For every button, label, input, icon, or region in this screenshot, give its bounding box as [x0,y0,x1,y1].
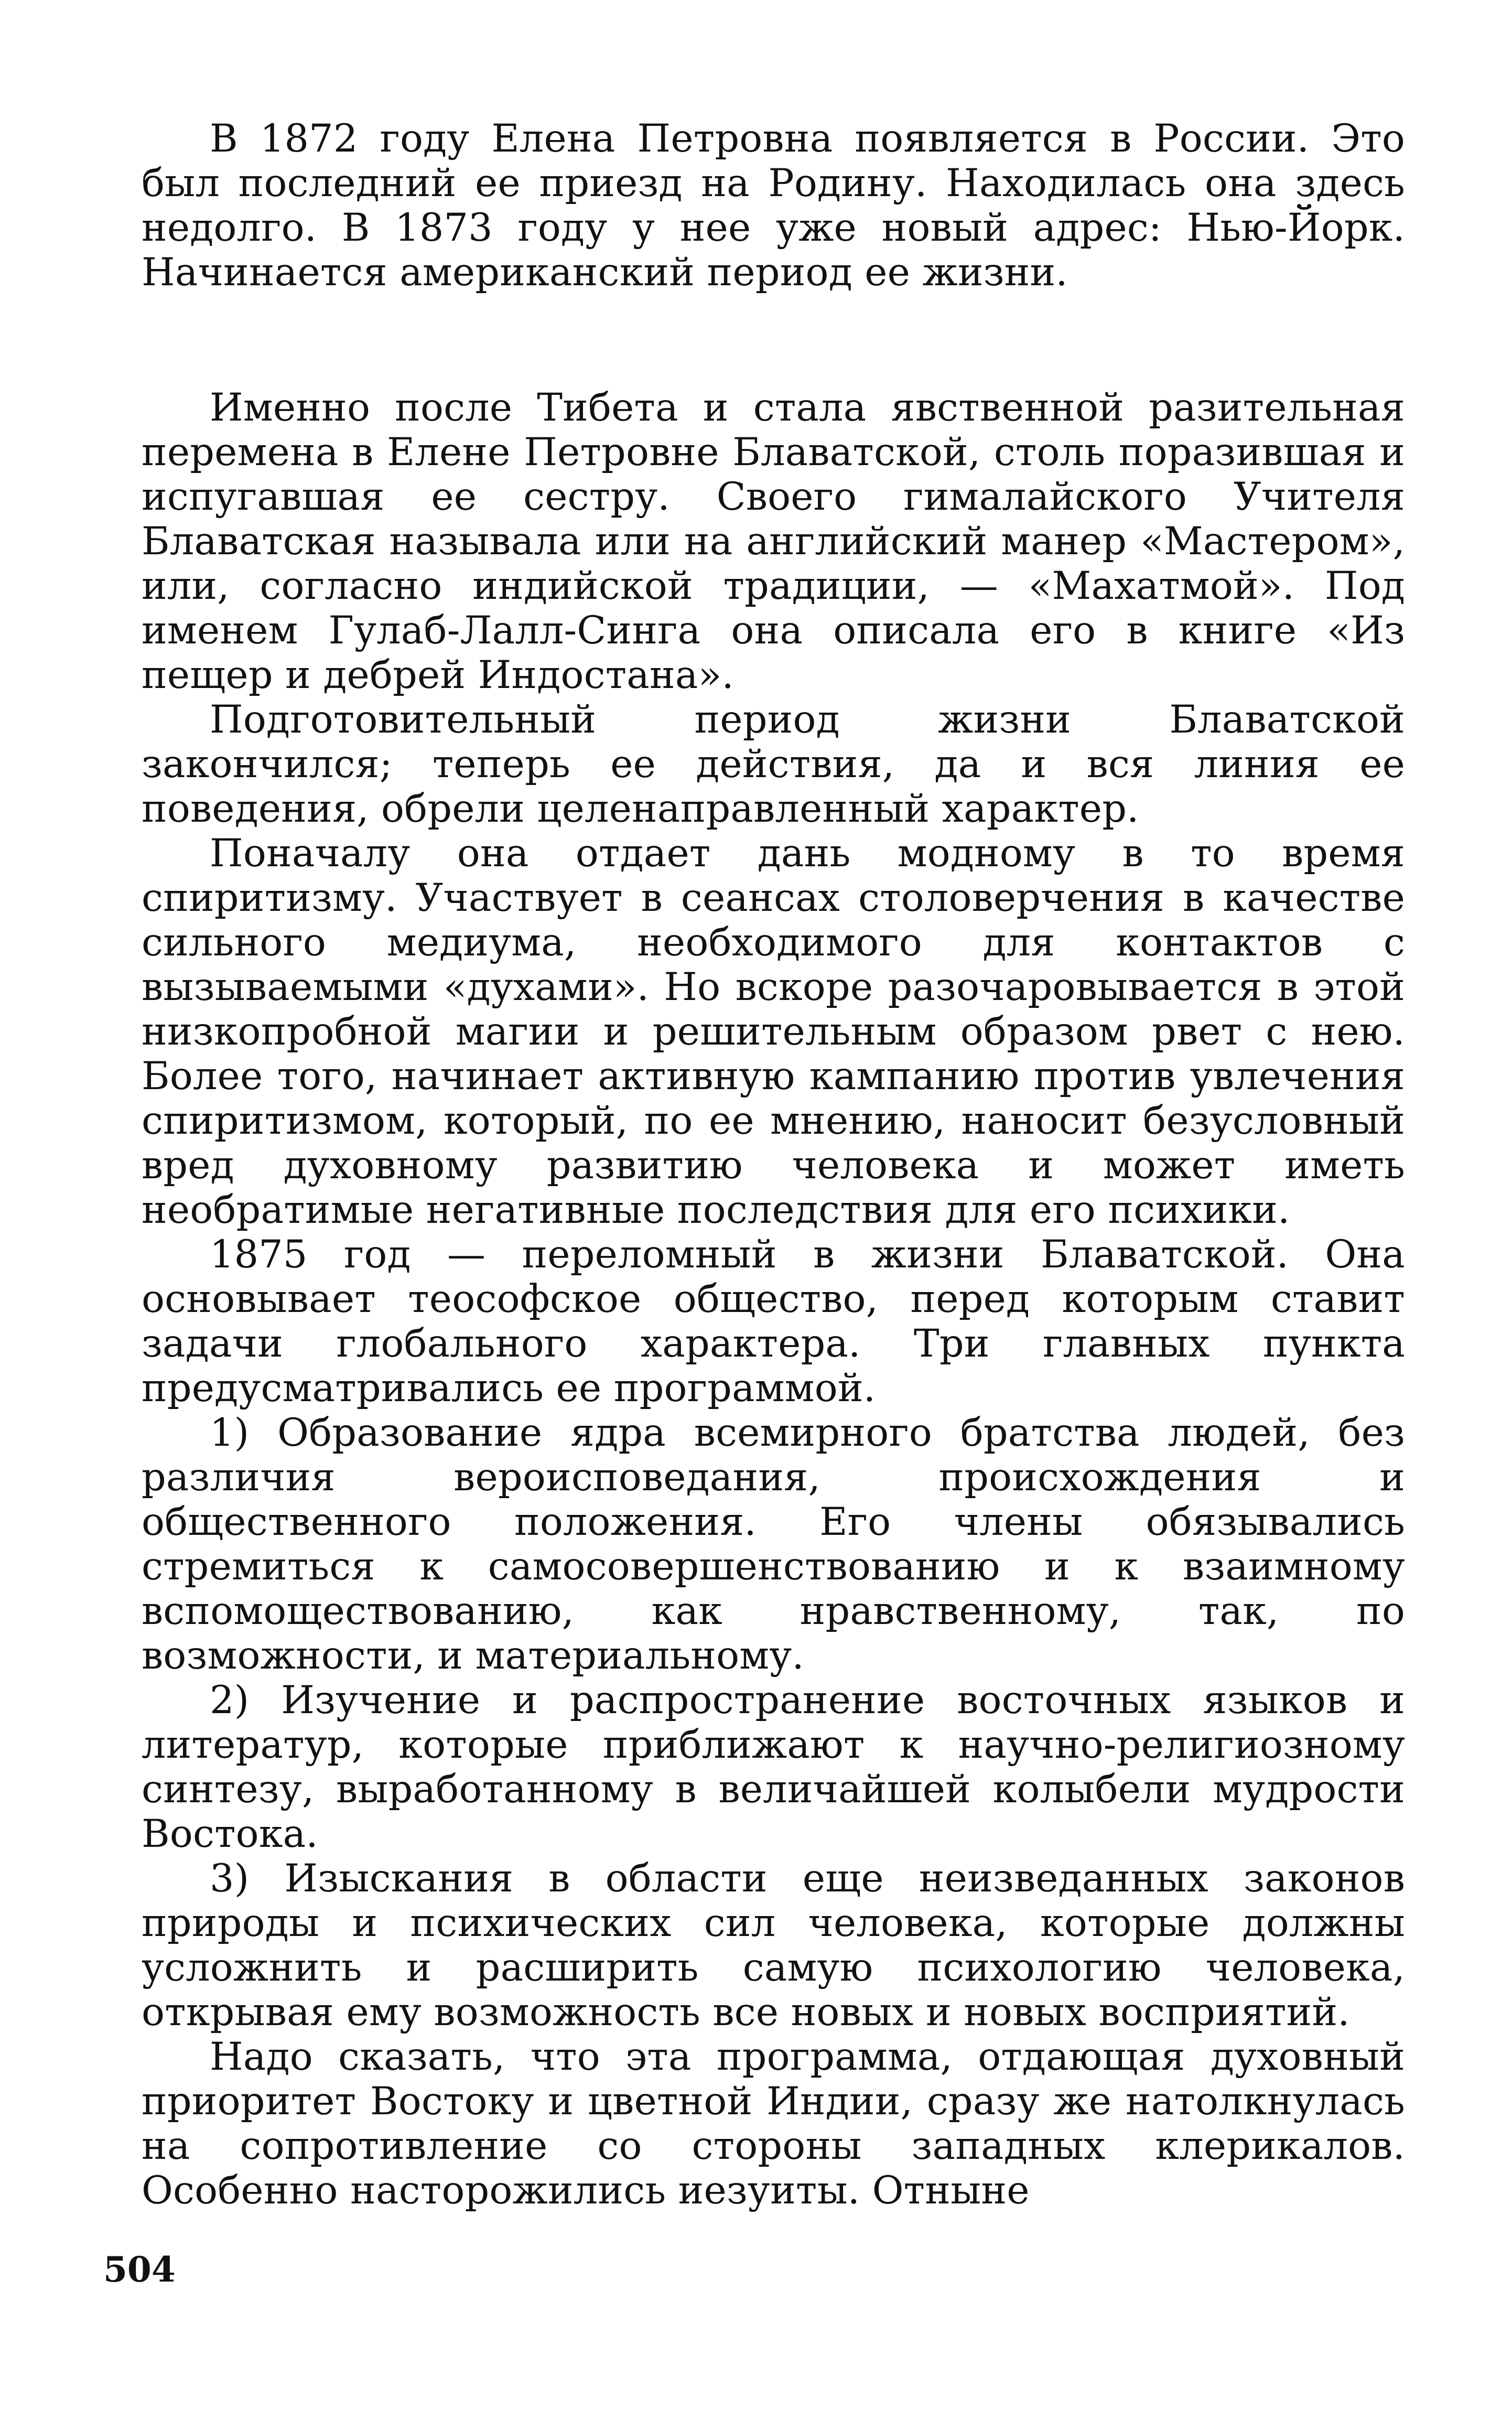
paragraph: Поначалу она отдает дань модному в то время спиритизму. Участвует в сеансах столоверчения в качестве сильного медиума, необходимого для контактов с вызываемыми «духами». Но вскоре разочаровывается в этой низкопробной магии и решительным образом рвет с нею. Более того, начинает активную кампанию против увлечения спиритизмом, который, по ее мнению, наносит безусловный вред духовному развитию человека и может иметь необратимые негативные последствия для его психики. [142,831,1405,1232]
paragraph: Подготовительный период жизни Блаватской закончился; теперь ее действия, да и вся линия ее поведения, обрели целенаправленный характер. [142,697,1405,831]
list-item-paragraph: 3) Изыскания в области еще неизведанных законов природы и психических сил человека, которые должны усложнить и расширить самую психологию человека, открывая ему возможность все новых и новых восприятий. [142,1856,1405,2035]
page-number: 504 [103,2249,176,2290]
paragraph: Надо сказать, что эта программа, отдающая духовный приоритет Востоку и цветной Индии, сразу же натолкнулась на сопротивление со стороны западных клерикалов. Особенно насторожились иезуиты. Отныне [142,2035,1405,2213]
paragraph: 1875 год — переломный в жизни Блаватской. Она основывает теософское общество, перед которым ставит задачи глобального характера. Три главных пункта предусматривались ее программой. [142,1232,1405,1411]
top-text-block [142,116,1405,295]
paragraph: Именно после Тибета и стала явственной разительная перемена в Елене Петровне Блаватской, столь поразившая и испугавшая ее сестру. Своего гималайского Учителя Блаватская называла или на английский манер «Мастером», или, согласно индийской традиции, — «Махатмой». Под именем Гулаб-Лалл-Синга она описала его в книге «Из пещер и дебрей Индостана». [142,385,1405,697]
list-item-paragraph: 2) Изучение и распространение восточных языков и литератур, которые приближают к научно-религиозному синтезу, выработанному в величайшей колыбели мудрости Востока. [142,1678,1405,1856]
main-text-block [142,385,1405,2213]
list-item-paragraph: 1) Образование ядра всемирного братства людей, без различия вероисповедания, происхождения и общественного положения. Его члены обязывались стремиться к самосовершенствованию и к взаимному вспомоществованию, как нравственному, так, по возможности, и материальному. [142,1411,1405,1678]
paragraph: В 1872 году Елена Петровна появляется в России. Это был последний ее приезд на Родину. Находилась она здесь недолго. В 1873 году у нее уже новый адрес: Нью-Йорк. Начинается американский период ее жизни. [142,116,1405,295]
